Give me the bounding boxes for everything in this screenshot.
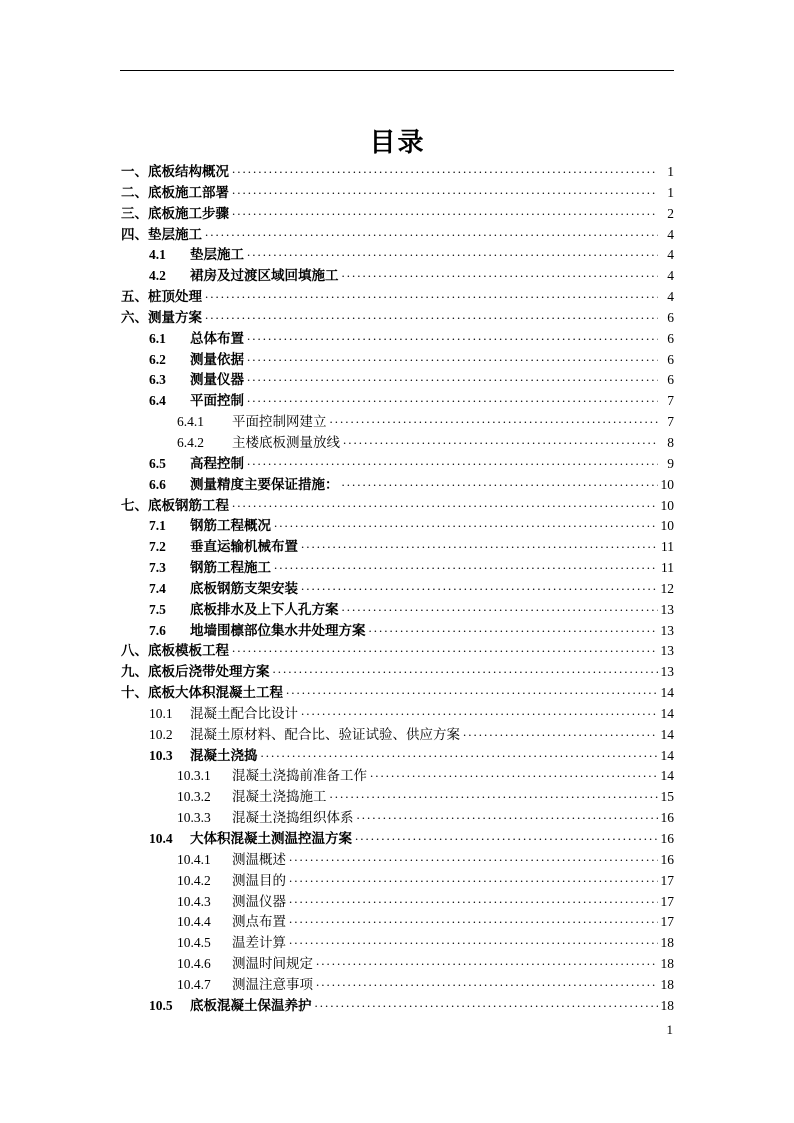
toc-entry [121, 996, 674, 1017]
toc-entry [121, 850, 674, 871]
toc-entry-title: 底板混凝土保温养护 [190, 997, 312, 1013]
toc-entry-number: 六、 [121, 309, 148, 325]
toc-title: 目录 [369, 128, 426, 157]
toc-entry-page: 14 [660, 726, 674, 742]
toc-entry [121, 391, 674, 412]
dot-leader [301, 704, 658, 725]
toc-entry [121, 683, 674, 704]
toc-entry-title: 垂直运输机械布置 [190, 539, 298, 555]
toc-entry-page: 1 [667, 184, 674, 200]
toc-entry-page: 18 [660, 976, 674, 992]
toc-entry [121, 266, 674, 287]
toc-entry-number: 10.4.1 [177, 851, 211, 867]
toc-entry-page: 14 [660, 685, 674, 701]
toc-entry-title: 地墙围檩部位集水井处理方案 [190, 622, 366, 638]
dot-leader [273, 662, 659, 683]
toc-entry-number: 10.2 [149, 726, 173, 742]
toc-entry-page: 4 [667, 268, 674, 284]
toc-entry [121, 621, 674, 642]
toc-entry-title: 底板钢筋工程 [148, 497, 229, 513]
toc-entry-number: 6.3 [149, 372, 166, 388]
toc-entry-page: 6 [667, 351, 674, 367]
toc-entry-title: 裙房及过渡区域回填施工 [190, 268, 339, 284]
toc-entry-number: 4.2 [149, 268, 166, 284]
toc-entry-title: 底板排水及上下人孔方案 [190, 601, 339, 617]
toc-entry-page: 16 [660, 851, 674, 867]
dot-leader [315, 996, 659, 1017]
toc-entry-number: 10.4.7 [177, 976, 211, 992]
toc-entry-title: 高程控制 [190, 455, 244, 471]
dot-leader [289, 933, 658, 954]
toc-entry-page: 10 [660, 476, 674, 492]
toc-entry-title: 主楼底板测量放线 [232, 434, 340, 450]
toc-entry-number: 6.1 [149, 330, 166, 346]
toc-entry [121, 579, 674, 600]
toc-entry-title: 混凝土浇捣组织体系 [232, 810, 354, 826]
dot-leader [247, 370, 658, 391]
toc-entry-title: 混凝土原材料、配合比、验证试验、供应方案 [190, 726, 460, 742]
toc-entry-page: 11 [661, 539, 674, 555]
toc-entry-page: 14 [660, 768, 674, 784]
page-number: 1 [666, 1022, 673, 1037]
toc-entry [121, 496, 674, 517]
dot-leader [342, 266, 659, 287]
toc-entry-page: 11 [661, 560, 674, 576]
toc-entry-number: 7.6 [149, 622, 166, 638]
toc-entry-title: 测温注意事项 [232, 976, 313, 992]
dot-leader [274, 516, 658, 537]
toc-entry-number: 4.1 [149, 247, 166, 263]
toc-entry-title: 平面控制 [190, 393, 244, 409]
toc-entry-title: 混凝土浇捣施工 [232, 789, 327, 805]
toc-entry-number: 10.1 [149, 705, 173, 721]
toc-entry [121, 433, 674, 454]
toc-entry-title: 总体布置 [190, 330, 244, 346]
toc-entry-title: 测温时间规定 [232, 956, 313, 972]
toc-entry [121, 933, 674, 954]
dot-leader [205, 225, 658, 246]
toc-entry [121, 537, 674, 558]
toc-entry-page: 13 [660, 664, 674, 680]
toc-entry [121, 204, 674, 225]
toc-list [121, 162, 674, 1017]
dot-leader [289, 892, 658, 913]
toc-entry-page: 9 [667, 455, 674, 471]
dot-leader [316, 954, 658, 975]
toc-entry-page: 10 [660, 497, 674, 513]
toc-entry-title: 钢筋工程概况 [190, 518, 271, 534]
toc-entry-title: 测温仪器 [232, 893, 286, 909]
toc-entry-number: 10.4 [149, 831, 173, 846]
toc-entry [121, 892, 674, 913]
toc-entry-number: 7.4 [149, 580, 166, 596]
toc-entry-title: 底板后浇带处理方案 [148, 664, 270, 680]
toc-entry-title: 测量仪器 [190, 372, 244, 388]
toc-entry-page: 1 [667, 164, 674, 179]
toc-entry-number: 10.4.5 [177, 935, 211, 951]
toc-entry-page: 12 [660, 580, 674, 596]
toc-entry-page: 10 [660, 518, 674, 534]
toc-entry-title: 平面控制网建立 [232, 414, 327, 430]
toc-entry-title: 大体积混凝土测温控温方案 [190, 831, 352, 846]
toc-entry [121, 558, 674, 579]
toc-entry [121, 704, 674, 725]
toc-entry-number: 7.1 [149, 518, 166, 534]
toc-entry [121, 746, 674, 767]
toc-entry-title: 底板结构概况 [148, 164, 229, 179]
toc-entry-title: 底板施工步骤 [148, 205, 229, 221]
toc-entry [121, 245, 674, 266]
dot-leader [232, 183, 658, 204]
toc-entry-number: 6.4.1 [177, 414, 204, 430]
dot-leader [232, 496, 658, 517]
dot-leader [301, 579, 658, 600]
dot-leader [232, 162, 658, 183]
dot-leader [301, 537, 658, 558]
dot-leader [232, 641, 658, 662]
dot-leader [247, 454, 658, 475]
toc-entry [121, 725, 674, 746]
toc-entry-title: 垫层施工 [190, 247, 244, 263]
toc-entry-page: 4 [667, 247, 674, 263]
toc-entry [121, 871, 674, 892]
toc-entry-page: 6 [667, 309, 674, 325]
toc-entry-number: 五、 [121, 289, 148, 305]
toc-entry-number: 6.6 [149, 476, 166, 492]
toc-entry-page: 14 [660, 747, 674, 763]
toc-entry-page: 6 [667, 330, 674, 346]
toc-entry-title: 混凝土浇捣 [190, 747, 258, 763]
toc-entry-page: 7 [667, 393, 674, 409]
toc-entry-page: 4 [667, 289, 674, 305]
toc-entry [121, 975, 674, 996]
toc-entry [121, 183, 674, 204]
toc-entry [121, 641, 674, 662]
dot-leader [463, 725, 658, 746]
toc-entry [121, 766, 674, 787]
dot-leader [342, 475, 659, 496]
toc-entry-page: 18 [660, 935, 674, 951]
dot-leader [370, 766, 658, 787]
toc-entry-page: 14 [660, 705, 674, 721]
toc-entry [121, 287, 674, 308]
toc-entry-page: 8 [667, 434, 674, 450]
toc-entry-number: 10.5 [149, 997, 173, 1013]
toc-entry-number: 6.4.2 [177, 434, 204, 450]
toc-entry-title: 混凝土浇捣前准备工作 [232, 768, 367, 784]
toc-entry-number: 四、 [121, 226, 148, 242]
toc-entry-number: 7.5 [149, 601, 166, 617]
toc-entry-page: 2 [667, 205, 674, 221]
toc-entry-number: 十、 [121, 685, 148, 701]
dot-leader [247, 391, 658, 412]
toc-entry-page: 17 [660, 893, 674, 909]
dot-leader [330, 412, 659, 433]
toc-entry-page: 16 [660, 831, 674, 846]
toc-entry-page: 4 [667, 226, 674, 242]
dot-leader [342, 600, 659, 621]
toc-entry-title: 混凝土配合比设计 [190, 705, 298, 721]
toc-entry-number: 10.3.2 [177, 789, 211, 805]
toc-entry-number: 10.3.3 [177, 810, 211, 826]
toc-entry-page: 17 [660, 914, 674, 930]
dot-leader [289, 871, 658, 892]
toc-entry-number: 一、 [121, 164, 148, 179]
toc-entry [121, 787, 674, 808]
dot-leader [369, 621, 659, 642]
dot-leader [357, 808, 659, 829]
toc-entry [121, 912, 674, 933]
toc-entry-page: 7 [667, 414, 674, 430]
toc-entry-number: 10.4.6 [177, 956, 211, 972]
toc-entry [121, 412, 674, 433]
toc-entry [121, 829, 674, 850]
toc-entry-number: 6.4 [149, 393, 166, 409]
toc-entry [121, 370, 674, 391]
toc-entry-number: 七、 [121, 497, 148, 513]
toc-entry-title: 测量精度主要保证措施： [190, 476, 339, 492]
dot-leader [205, 287, 658, 308]
toc-entry-title: 钢筋工程施工 [190, 560, 271, 576]
dot-leader [286, 683, 658, 704]
toc-entry-title: 垫层施工 [148, 226, 202, 242]
toc-entry-page: 13 [660, 622, 674, 638]
toc-entry-page: 13 [660, 643, 674, 659]
toc-entry-number: 6.5 [149, 455, 166, 471]
toc-entry-page: 17 [660, 872, 674, 888]
toc-entry-title: 底板大体积混凝土工程 [148, 685, 283, 701]
toc-entry-title: 温差计算 [232, 935, 286, 951]
toc-entry-number: 10.4.3 [177, 893, 211, 909]
toc-entry [121, 350, 674, 371]
toc-entry [121, 225, 674, 246]
toc-entry-page: 6 [667, 372, 674, 388]
toc-entry-title: 测量依据 [190, 351, 244, 367]
toc-entry [121, 308, 674, 329]
toc-entry-page: 13 [660, 601, 674, 617]
toc-entry-page: 16 [660, 810, 674, 826]
toc-entry-title: 底板模板工程 [148, 643, 229, 659]
toc-entry-title: 桩顶处理 [148, 289, 202, 305]
toc-entry-title: 测温目的 [232, 872, 286, 888]
toc-entry [121, 162, 674, 183]
toc-entry-number: 7.2 [149, 539, 166, 555]
toc-entry-number: 九、 [121, 664, 148, 680]
page-header-rule [120, 70, 674, 71]
toc-entry-number: 10.4.4 [177, 914, 211, 930]
dot-leader [232, 204, 658, 225]
toc-entry-title: 测温概述 [232, 851, 286, 867]
toc-entry-title: 底板施工部署 [148, 184, 229, 200]
toc-entry-number: 10.3.1 [177, 768, 211, 784]
dot-leader [289, 912, 658, 933]
dot-leader [261, 746, 659, 767]
dot-leader [316, 975, 658, 996]
dot-leader [247, 350, 658, 371]
toc-entry-number: 三、 [121, 205, 148, 221]
toc-entry [121, 329, 674, 350]
toc-entry [121, 954, 674, 975]
toc-entry [121, 454, 674, 475]
dot-leader [247, 329, 658, 350]
toc-entry-number: 10.4.2 [177, 872, 211, 888]
toc-entry-title: 测量方案 [148, 309, 202, 325]
dot-leader [205, 308, 658, 329]
toc-entry-number: 10.3 [149, 747, 173, 763]
toc-entry-number: 7.3 [149, 560, 166, 576]
toc-entry-number: 6.2 [149, 351, 166, 367]
toc-entry-page: 15 [660, 789, 674, 805]
toc-entry [121, 516, 674, 537]
toc-entry-number: 二、 [121, 184, 148, 200]
toc-entry-page: 18 [660, 956, 674, 972]
toc-entry [121, 475, 674, 496]
dot-leader [330, 787, 659, 808]
toc-entry [121, 662, 674, 683]
toc-entry [121, 808, 674, 829]
toc-entry-title: 测点布置 [232, 914, 286, 930]
dot-leader [274, 558, 658, 579]
dot-leader [289, 850, 658, 871]
toc-entry-title: 底板钢筋支架安装 [190, 580, 298, 596]
toc-entry [121, 600, 674, 621]
toc-entry-number: 八、 [121, 643, 148, 659]
dot-leader [247, 245, 658, 266]
toc-entry-page: 18 [660, 997, 674, 1013]
dot-leader [343, 433, 658, 454]
dot-leader [355, 829, 658, 850]
